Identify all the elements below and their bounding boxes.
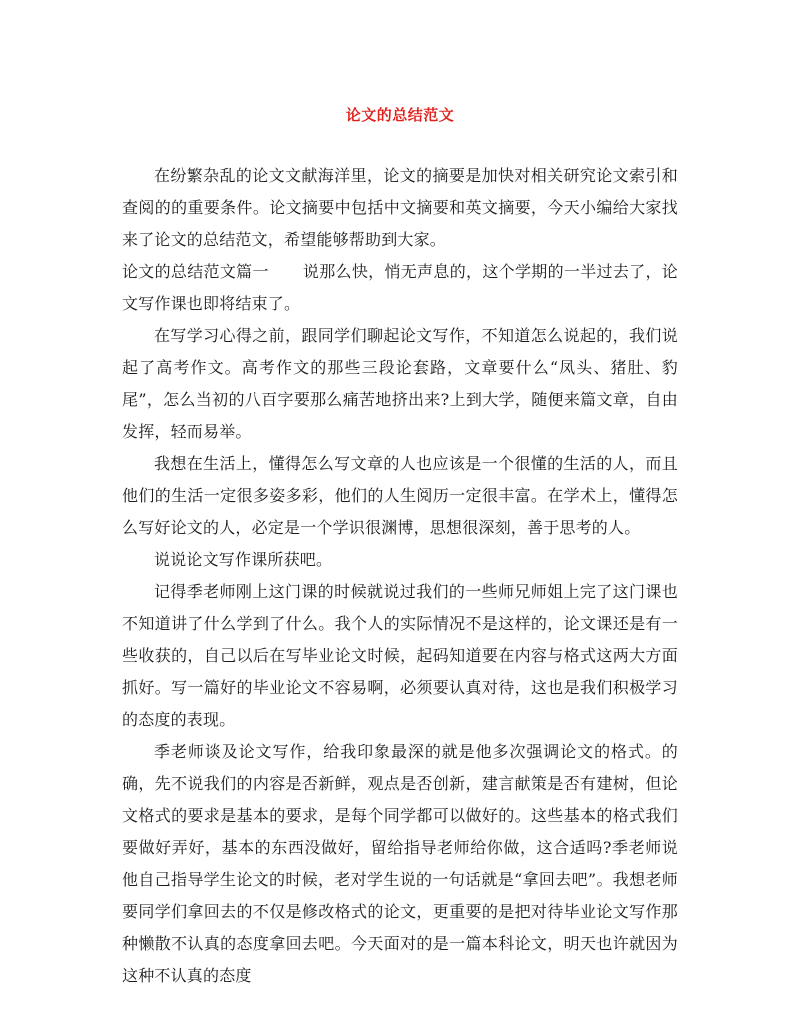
document-body <box>122 160 678 992</box>
section-first-paragraph <box>122 256 678 320</box>
body-paragraph-1: 在写学习心得之前，跟同学们聊起论文写作，不知道怎么说起的，我们说起了高考作文。高考作文的那些三段论套路，文章要什么“凤头、猪肚、豹尾”，怎么当初的八百字要那么痛苦地挤出来?上到大学，随便来篇文章，自由发挥，轻而易举。 <box>122 326 678 441</box>
body-paragraph-2: 我想在生活上，懂得怎么写文章的人也应该是一个很懂的生活的人，而且他们的生活一定很多姿多彩，他们的人生阅历一定很丰富。在学术上，懂得怎么写好论文的人，必定是一个学识很渊博，思想很深刻，善于思考的人。 <box>122 454 678 537</box>
document-title: 论文的总结范文 <box>345 106 455 124</box>
intro-paragraph: 在纷繁杂乱的论文文献海洋里，论文的摘要是加快对相关研究论文索引和查阅的的重要条件。论文摘要中包括中文摘要和英文摘要，今天小编给大家找来了论文的总结范文，希望能够帮助到大家。 <box>122 166 678 249</box>
section-heading: 论文的总结范文篇一 <box>122 262 269 281</box>
body-paragraph-5: 季老师谈及论文写作，给我印象最深的就是他多次强调论文的格式。的确，先不说我们的内容是否新鲜，观点是否创新，建言献策是否有建树，但论文格式的要求是基本的要求，是每个同学都可以做好的。这些基本的格式我们要做好弄好，基本的东西没做好，留给指导老师给你做，这合适吗?季老师说他自己指导学生论文的时候，老对学生说的一句话就是“拿回去吧”。我想老师要同学们拿回去的不仅是修改格式的论文，更重要的是把对待毕业论文写作那种懒散不认真的态度拿回去吧。今天面对的是一篇本科论文，明天也许就因为这种不认真的态度 <box>122 742 678 985</box>
body-paragraph-4: 记得季老师刚上这门课的时候就说过我们的一些师兄师姐上完了这门课也不知道讲了什么学到了什么。我个人的实际情况不是这样的，论文课还是有一些收获的，自己以后在写毕业论文时候，起码知道要在内容与格式这两大方面抓好。写一篇好的毕业论文不容易啊，必须要认真对待，这也是我们积极学习的态度的表现。 <box>122 582 678 729</box>
body-paragraph-3: 说说论文写作课所获吧。 <box>154 550 333 569</box>
section-first-text: 说那么快，悄无声息的，这个学期的一半过去了，论文写作课也即将结束了。 <box>122 262 678 313</box>
